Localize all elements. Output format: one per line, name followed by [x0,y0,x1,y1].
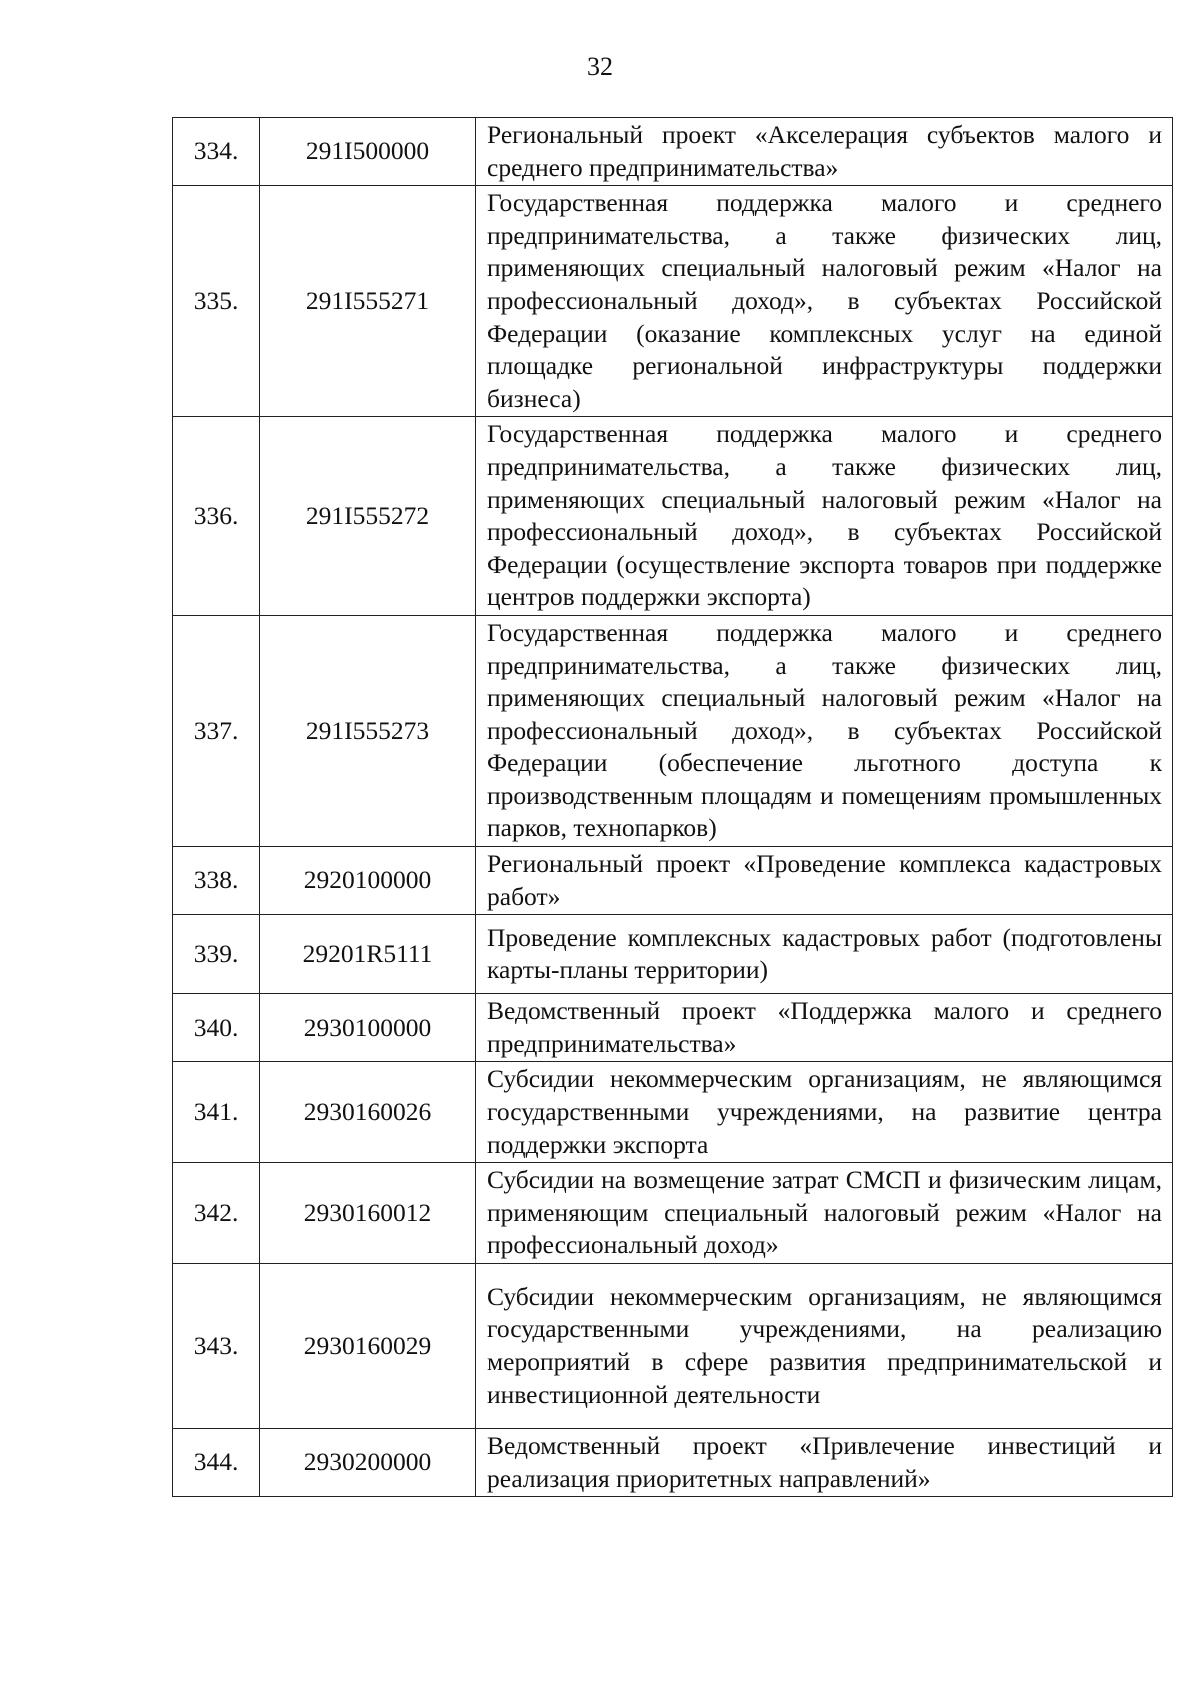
table-row [173,847,1173,915]
row-number: 340. [173,994,260,1062]
budget-code: 291I555273 [260,615,476,846]
row-description [476,915,1173,994]
row-number: 342. [173,1163,260,1264]
row-number: 338. [173,847,260,915]
budget-code: 29201R5111 [260,915,476,994]
budget-code: 291I555271 [260,186,476,417]
row-description-text: Региональный проект «Акселерация субъектов малого и среднего предпринимательства» [487,120,1162,182]
row-description-text: Государственная поддержка малого и среднего предпринимательства, а также физических лиц, применяющих специальный налоговый режим «Налог на профессиональный доход», в субъектах Российской Федерации (осуществление экспорта товаров при поддержке центров поддержки экспорта) [487,419,1162,612]
row-description [476,1062,1173,1163]
budget-code: 2920100000 [260,847,476,915]
table-row [173,1163,1173,1264]
budget-code: 2930160026 [260,1062,476,1163]
row-description-text: Субсидии некоммерческим организациям, не являющимся государственными учреждениями, на развитие центра поддержки экспорта [487,1064,1162,1159]
page-number: 32 [587,52,613,81]
table-row [173,615,1173,846]
row-description-text: Государственная поддержка малого и среднего предпринимательства, а также физических лиц, применяющих специальный налоговый режим «Налог на профессиональный доход», в субъектах Российской Федерации (обеспечение льготного доступа к производственным площадям и помещениям промышленных парков, технопарков) [487,617,1162,843]
row-number: 343. [173,1264,260,1429]
row-number: 337. [173,615,260,846]
row-description [476,417,1173,616]
table-row [173,186,1173,417]
table-row [173,1429,1173,1497]
row-number: 344. [173,1429,260,1497]
table-row [173,994,1173,1062]
table-row [173,417,1173,616]
row-number: 341. [173,1062,260,1163]
table-body [173,118,1173,1497]
row-description-text: Проведение комплексных кадастровых работ (подготовлены карты-планы территории) [487,922,1162,985]
budget-code: 291I555272 [260,417,476,616]
row-description-text: Государственная поддержка малого и среднего предпринимательства, а также физических лиц, применяющих специальный налоговый режим «Налог на профессиональный доход», в субъектах Российской Федерации (оказание комплексных услуг на единой площадке региональной инфраструктуры поддержки бизнеса) [487,188,1162,413]
row-description [476,615,1173,846]
row-number: 336. [173,417,260,616]
row-description-text: Ведомственный проект «Привлечение инвестиций и реализация приоритетных направлений» [487,1431,1162,1493]
budget-code-table [172,117,1173,1497]
row-description [476,1429,1173,1497]
row-description-text: Субсидии некоммерческим организациям, не являющимся государственными учреждениями, на реализацию мероприятий в сфере развития предпринимательской и инвестиционной деятельности [487,1281,1162,1409]
row-description [476,847,1173,915]
row-description-text: Субсидии на возмещение затрат СМСП и физическим лицам, применяющим специальный налоговый режим «Налог на профессиональный доход» [487,1165,1162,1260]
budget-code: 2930200000 [260,1429,476,1497]
row-description [476,1163,1173,1264]
table-row [173,1264,1173,1429]
row-description [476,994,1173,1062]
table-row [173,1062,1173,1163]
budget-code: 291I500000 [260,118,476,186]
table-row [173,118,1173,186]
row-description [476,1264,1173,1429]
row-number: 334. [173,118,260,186]
row-description [476,118,1173,186]
budget-code: 2930160029 [260,1264,476,1429]
row-description [476,186,1173,417]
table-row [173,915,1173,994]
row-description-text: Региональный проект «Проведение комплекса кадастровых работ» [487,849,1162,911]
budget-code: 2930100000 [260,994,476,1062]
row-number: 339. [173,915,260,994]
budget-code: 2930160012 [260,1163,476,1264]
row-description-text: Ведомственный проект «Поддержка малого и среднего предпринимательства» [487,996,1162,1058]
row-number: 335. [173,186,260,417]
